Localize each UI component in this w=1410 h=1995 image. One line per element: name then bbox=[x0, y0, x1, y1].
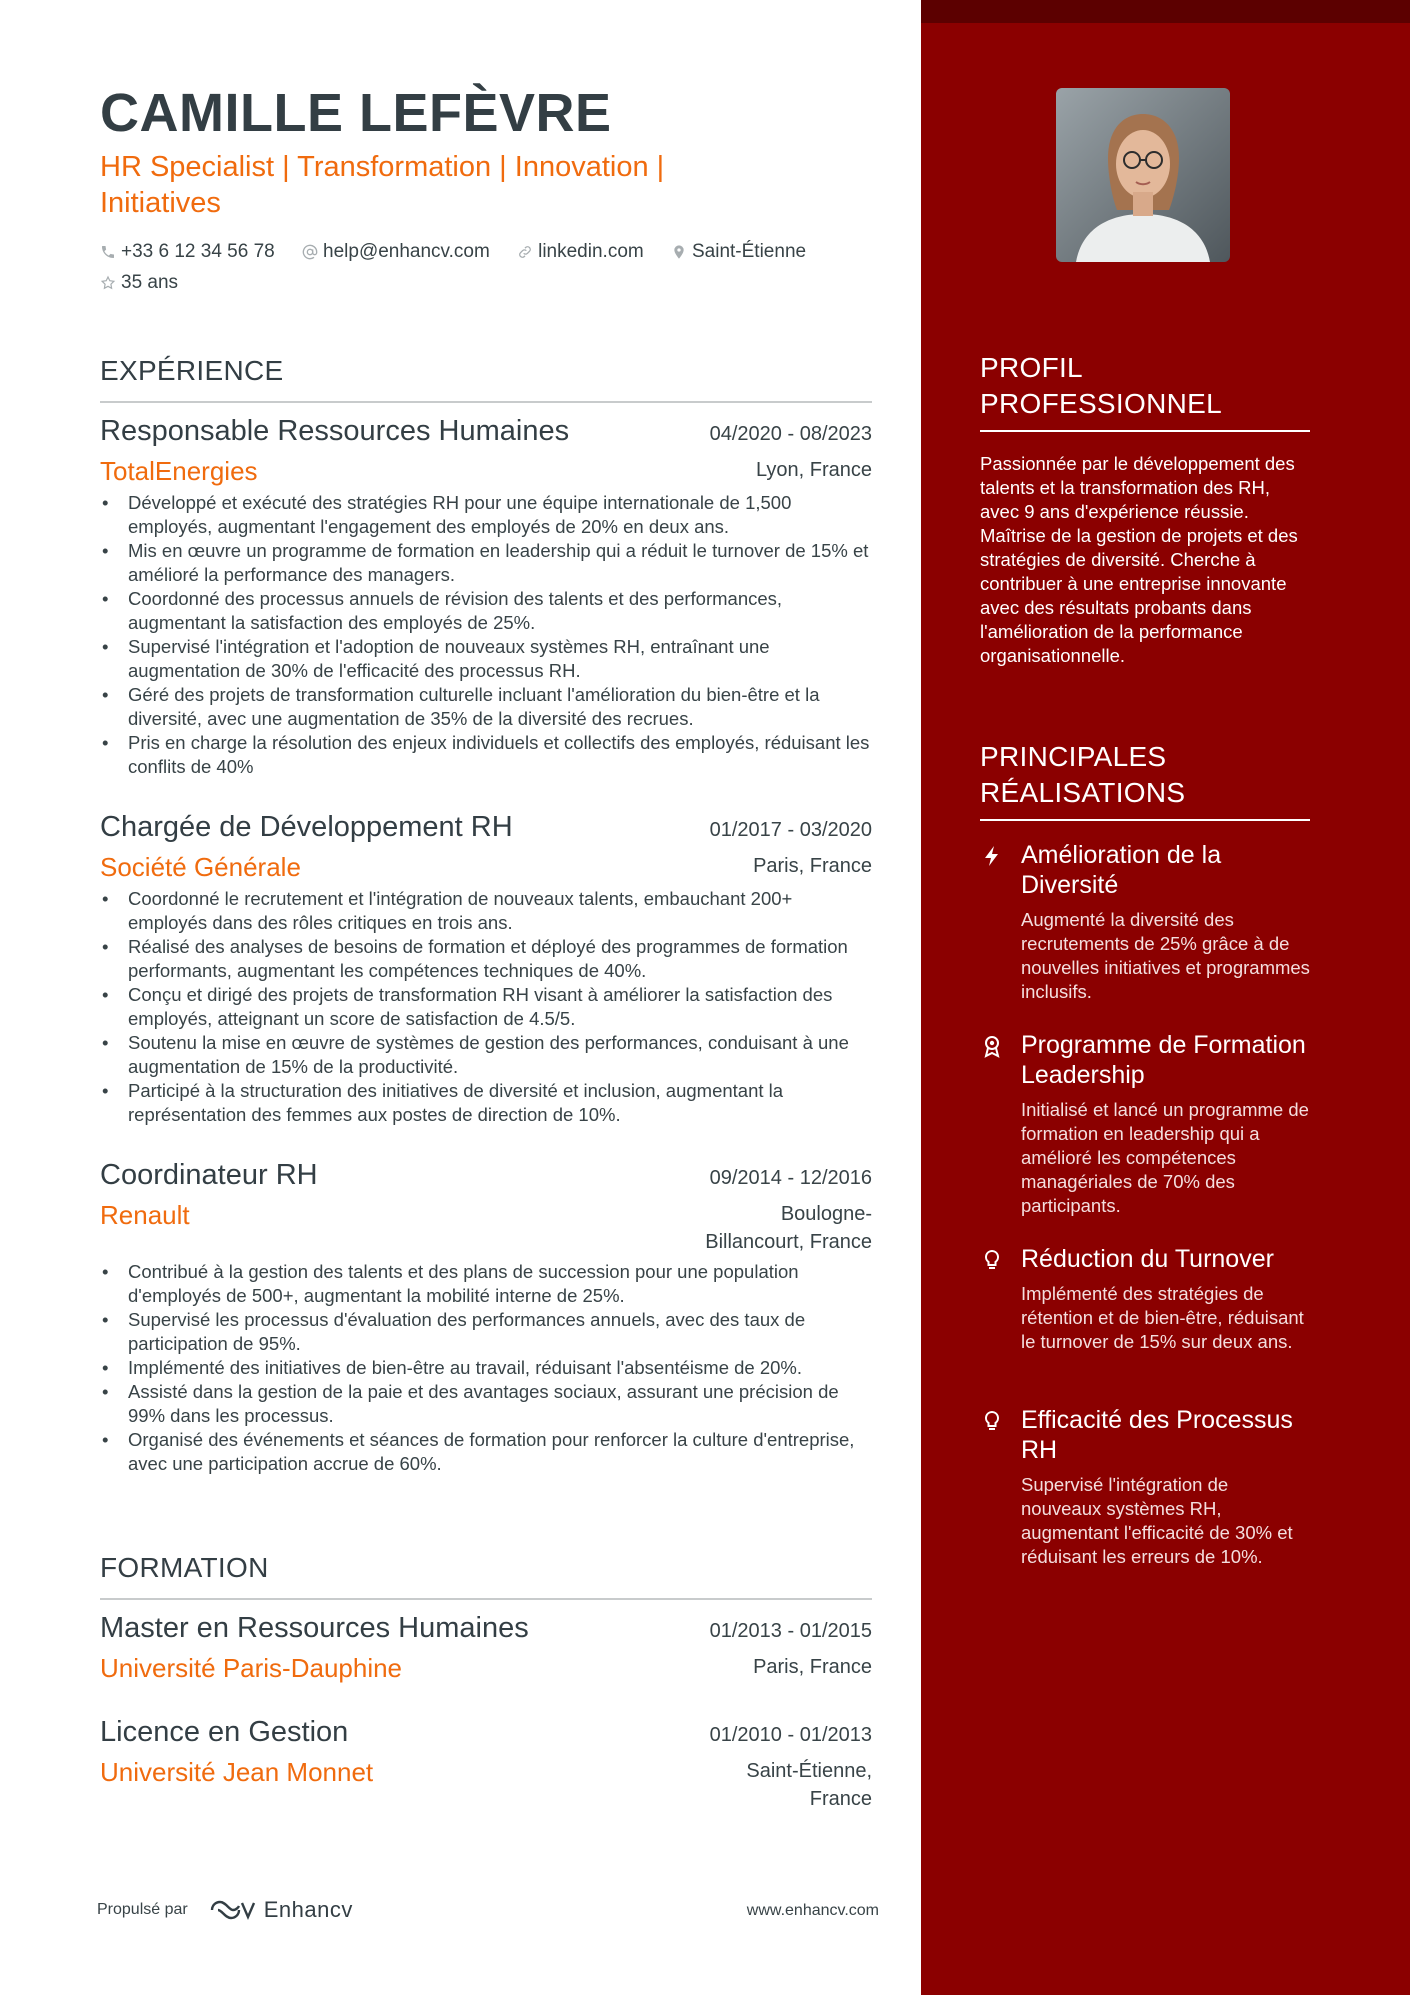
job-bullet: • Supervisé l'intégration et l'adoption de nouveaux systèmes RH, entraînant une augmentation de 30% de l'efficacité des processus RH. bbox=[100, 635, 872, 683]
education-entry bbox=[100, 1612, 872, 1684]
profile-photo bbox=[1056, 88, 1230, 262]
job-role: Chargée de Développement RH bbox=[100, 811, 513, 843]
contact-age bbox=[100, 269, 178, 297]
phone-icon bbox=[100, 244, 116, 260]
education-dates: 01/2013 - 01/2015 bbox=[709, 1620, 872, 1642]
footer-url[interactable]: www.enhancv.com bbox=[746, 1902, 879, 1919]
job-bullet: • Supervisé les processus d'évaluation des performances annuels, avec des taux de participation de 95%. bbox=[100, 1308, 872, 1356]
job-bullet: • Conçu et dirigé des projets de transformation RH visant à améliorer la satisfaction des employés, atteignant un score de satisfaction de 4.5/5. bbox=[100, 983, 872, 1031]
education-entry bbox=[100, 1716, 872, 1813]
job-bullet: • Pris en charge la résolution des enjeux individuels et collectifs des employés, réduisant les conflits de 40% bbox=[100, 731, 872, 779]
achievement-item bbox=[980, 840, 1310, 1004]
location-pin-icon bbox=[671, 244, 687, 260]
education-dates: 01/2010 - 01/2013 bbox=[709, 1724, 872, 1746]
powered-by bbox=[97, 1896, 353, 1924]
job-dates: 09/2014 - 12/2016 bbox=[709, 1167, 872, 1189]
achievement-item bbox=[980, 1030, 1310, 1218]
job-bullet: • Participé à la structuration des initiatives de diversité et inclusion, augmentant la représentation des femmes aux postes de direction de 10%. bbox=[100, 1079, 872, 1127]
achievement-desc: Supervisé l'intégration de nouveaux systèmes RH, augmentant l'efficacité de 30% et réduisant les erreurs de 10%. bbox=[1021, 1474, 1293, 1567]
education-location: Saint-Étienne, France bbox=[746, 1760, 872, 1810]
achievement-desc: Augmenté la diversité des recrutements de 25% grâce à de nouvelles initiatives et programmes inclusifs. bbox=[1021, 909, 1310, 1002]
contact-email[interactable] bbox=[302, 238, 490, 266]
job-bullet: • Coordonné le recrutement et l'intégration de nouveaux talents, embauchant 200+ employés dans des rôles critiques en trois ans. bbox=[100, 887, 872, 935]
lightbulb-icon bbox=[980, 1409, 1004, 1433]
enhancv-logo-icon bbox=[208, 1896, 258, 1924]
job-bullet: • Contribué à la gestion des talents et des plans de succession pour une population d'employés de 500+, augmentant la mobilité interne de 25%. bbox=[100, 1260, 872, 1308]
job-bullets bbox=[100, 887, 872, 1127]
lightbulb-icon bbox=[980, 1248, 1004, 1272]
job-bullets bbox=[100, 1260, 872, 1476]
job-entry bbox=[100, 415, 872, 779]
job-bullets bbox=[100, 491, 872, 779]
brand-name: Enhancv bbox=[263, 1897, 353, 1922]
job-bullet: • Assisté dans la gestion de la paie et des avantages sociaux, assurant une précision de 99% dans les processus. bbox=[100, 1380, 872, 1428]
lightning-icon bbox=[980, 844, 1004, 868]
job-bullet: • Organisé des événements et séances de formation pour renforcer la culture d'entreprise, avec une participation accrue de 60%. bbox=[100, 1428, 872, 1476]
achievement-desc: Initialisé et lancé un programme de formation en leadership qui a amélioré les compétences managériales de 70% des participants. bbox=[1021, 1099, 1309, 1216]
job-company: Société Générale bbox=[100, 852, 301, 882]
job-location: Boulogne-Billancourt, France bbox=[705, 1203, 872, 1253]
job-bullet: • Implémenté des initiatives de bien-être au travail, réduisant l'absentéisme de 20%. bbox=[100, 1356, 872, 1380]
link-icon bbox=[517, 244, 533, 260]
linkedin-text: linkedin.com bbox=[538, 241, 644, 262]
experience-section-title: EXPÉRIENCE bbox=[100, 355, 872, 403]
education-degree: Master en Ressources Humaines bbox=[100, 1612, 529, 1644]
contact-bar bbox=[100, 238, 872, 300]
contact-linkedin[interactable] bbox=[517, 238, 644, 266]
phone-text: +33 6 12 34 56 78 bbox=[121, 241, 275, 262]
job-bullet: • Réalisé des analyses de besoins de formation et déployé des programmes de formation performants, augmentant les compétences techniques de 40%. bbox=[100, 935, 872, 983]
footer bbox=[97, 1896, 879, 1928]
achievement-item bbox=[980, 1244, 1310, 1354]
job-dates: 01/2017 - 03/2020 bbox=[709, 819, 872, 841]
job-company: TotalEnergies bbox=[100, 456, 258, 486]
education-location: Paris, France bbox=[753, 1656, 872, 1678]
education-degree: Licence en Gestion bbox=[100, 1716, 349, 1748]
education-section-title: FORMATION bbox=[100, 1552, 872, 1600]
candidate-title: HR Specialist | Transformation | Innovation | Initiatives bbox=[100, 151, 665, 219]
job-company: Renault bbox=[100, 1200, 190, 1230]
job-bullet: • Soutenu la mise en œuvre de systèmes de gestion des performances, conduisant à une augmentation de 15% de la productivité. bbox=[100, 1031, 872, 1079]
job-dates: 04/2020 - 08/2023 bbox=[709, 423, 872, 445]
job-bullet: • Développé et exécuté des stratégies RH pour une équipe internationale de 1,500 employés, augmentant l'engagement des employés de 20% en deux ans. bbox=[100, 491, 872, 539]
achievement-item bbox=[980, 1405, 1310, 1569]
contact-phone[interactable] bbox=[100, 238, 275, 266]
job-entry bbox=[100, 1159, 872, 1476]
education-school: Université Paris-Dauphine bbox=[100, 1653, 403, 1683]
star-icon bbox=[100, 275, 116, 291]
job-bullet: • Mis en œuvre un programme de formation en leadership qui a réduit le turnover de 15% et amélioré la performance des managers. bbox=[100, 539, 872, 587]
job-role: Coordinateur RH bbox=[100, 1159, 318, 1191]
sidebar-top-band bbox=[921, 0, 1410, 23]
job-role: Responsable Ressources Humaines bbox=[100, 415, 570, 447]
email-text: help@enhancv.com bbox=[323, 241, 490, 262]
achievement-desc: Implémenté des stratégies de rétention et de bien-être, réduisant le turnover de 15% sur deux ans. bbox=[1021, 1283, 1304, 1352]
job-location: Paris, France bbox=[753, 855, 872, 877]
achievements-section-title: PRINCIPALES RÉALISATIONS bbox=[980, 739, 1310, 821]
age-text: 35 ans bbox=[121, 272, 179, 293]
education-school: Université Jean Monnet bbox=[100, 1757, 374, 1787]
achievement-title: Amélioration de la Diversité bbox=[1021, 841, 1222, 899]
job-entry bbox=[100, 811, 872, 1127]
location-text: Saint-Étienne bbox=[692, 241, 807, 262]
profile-text: Passionnée par le développement des talents et la transformation des RH, avec 9 ans d'expérience réussie. Maîtrise de la gestion de projets et des stratégies de diversité. Cherche à contribuer à une entreprise innovante avec des résultats probants dans l'amélioration de la performance organisationnelle. bbox=[980, 453, 1298, 666]
profile-section-title: PROFIL PROFESSIONNEL bbox=[980, 350, 1310, 432]
medal-icon bbox=[980, 1034, 1004, 1058]
job-location: Lyon, France bbox=[756, 459, 872, 481]
achievement-title: Réduction du Turnover bbox=[1021, 1245, 1274, 1273]
achievement-title: Efficacité des Processus RH bbox=[1021, 1406, 1293, 1464]
job-bullet: • Coordonné des processus annuels de révision des talents et des performances, augmentant la satisfaction des employés de 25%. bbox=[100, 587, 872, 635]
candidate-name: CAMILLE LEFÈVRE bbox=[100, 83, 612, 143]
contact-location bbox=[671, 238, 806, 266]
powered-by-label: Propulsé par bbox=[97, 1901, 188, 1918]
achievement-title: Programme de Formation Leadership bbox=[1021, 1031, 1306, 1089]
job-bullet: • Géré des projets de transformation culturelle incluant l'amélioration du bien-être et la diversité, avec une augmentation de 35% de la diversité des recrues. bbox=[100, 683, 872, 731]
sidebar bbox=[921, 0, 1410, 1995]
at-icon bbox=[302, 244, 318, 260]
